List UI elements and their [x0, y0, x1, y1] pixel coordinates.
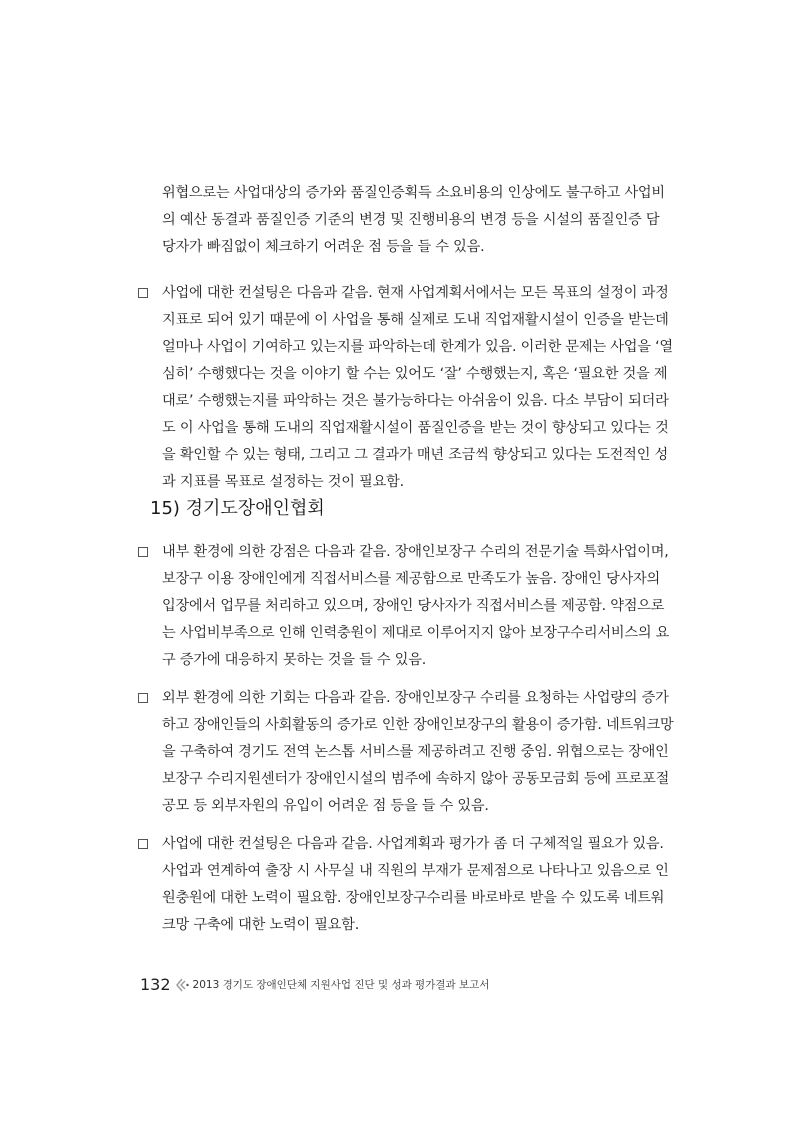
text-line: 을 확인할 수 있는 형태, 그리고 그 결과가 매년 조금씩 향상되고 있다는 도전적인 성: [162, 447, 669, 463]
square-bullet-icon: [138, 839, 148, 849]
text-line: 보장구 이용 장애인에게 직접서비스를 제공함으로 만족도가 높음. 장애인 당사자의: [162, 571, 660, 587]
text-line: 사업에 대한 컨설팅은 다음과 같음. 사업계획과 평가가 좀 더 구체적일 필요가 있음.: [162, 836, 664, 852]
report-title: 2013 경기도 장애인단체 지원사업 진단 및 성과 평가결과 보고서: [192, 978, 490, 991]
text-line: 얼마나 사업이 기여하고 있는지를 파악하는데 한계가 있음. 이러한 문제는 사업을 ‘열: [162, 339, 673, 355]
text-line: 크망 구축에 대한 노력이 필요함.: [162, 917, 360, 933]
text-line: 지표로 되어 있기 때문에 이 사업을 통해 실제로 도내 직업재활시설이 인증을 받는데: [162, 312, 669, 328]
text-line: 는 사업비부족으로 인해 인력충원이 제대로 이루어지지 않아 보장구수리서비스의 요: [162, 625, 670, 641]
text-line: 심히’ 수행했다는 것을 이야기 할 수는 있어도 ‘잘’ 수행했는지, 혹은 ‘필요한 것을 제: [162, 366, 668, 382]
text-line: 사업에 대한 컨설팅은 다음과 같음. 현재 사업계획서에서는 모든 목표의 설정이 과정: [162, 285, 669, 301]
text-line: 대로’ 수행했는지를 파악하는 것은 불가능하다는 아쉬움이 있음. 다소 부담이 되더라: [162, 393, 669, 409]
text-line: 의 예산 동결과 품질인증 기준의 변경 및 진행비용의 변경 등을 시설의 품질인증 담: [162, 212, 660, 228]
text-line: 과 지표를 목표로 설정하는 것이 필요함.: [162, 474, 404, 490]
text-line: 위협으로는 사업대상의 증가와 품질인증획득 소요비용의 인상에도 불구하고 사업비: [162, 185, 665, 201]
text-line: 도 이 사업을 통해 도내의 직업재활시설이 품질인증을 받는 것이 향상되고 있다는 것: [162, 420, 669, 436]
text-line: 외부 환경에 의한 기회는 다음과 같음. 장애인보장구 수리를 요청하는 사업량의 증가: [162, 690, 669, 706]
page-footer: [140, 974, 489, 994]
text-line: 보장구 수리지원센터가 장애인시설의 범주에 속하지 않아 공동모금회 등에 프로포절: [162, 771, 670, 787]
page-number: 132: [140, 974, 171, 994]
text-line: 을 구축하여 경기도 전역 논스톱 서비스를 제공하려고 진행 중임. 위협으로는 장애인: [162, 744, 669, 760]
text-line: 입장에서 업무를 처리하고 있으며, 장애인 당사자가 직접서비스를 제공함. 약점으로: [162, 598, 665, 614]
square-bullet-icon: [138, 288, 148, 298]
square-bullet-icon: [138, 547, 148, 557]
section-heading: 15) 경기도장애인협회: [150, 498, 325, 519]
text-line: 내부 환경에 의한 강점은 다음과 같음. 장애인보장구 수리의 전문기술 특화사업이며,: [162, 544, 669, 560]
text-line: 공모 등 외부자원의 유입이 어려운 점 등을 들 수 있음.: [162, 798, 489, 814]
text-line: 사업과 연계하여 출장 시 사무실 내 직원의 부재가 문제점으로 나타나고 있음으로 인: [162, 863, 669, 879]
text-line: 원충원에 대한 노력이 필요함. 장애인보장구수리를 바로바로 받을 수 있도록 네트워: [162, 890, 665, 906]
square-bullet-icon: [138, 693, 148, 703]
text-line: 하고 장애인들의 사회활동의 증가로 인한 장애인보장구의 활용이 증가함. 네트워크망: [162, 717, 674, 733]
page-mark-icon: [175, 977, 189, 991]
text-line: 당자가 빠짐없이 체크하기 어려운 점 등을 들 수 있음.: [162, 239, 485, 255]
text-line: 구 증가에 대응하지 못하는 것을 들 수 있음.: [162, 652, 427, 668]
